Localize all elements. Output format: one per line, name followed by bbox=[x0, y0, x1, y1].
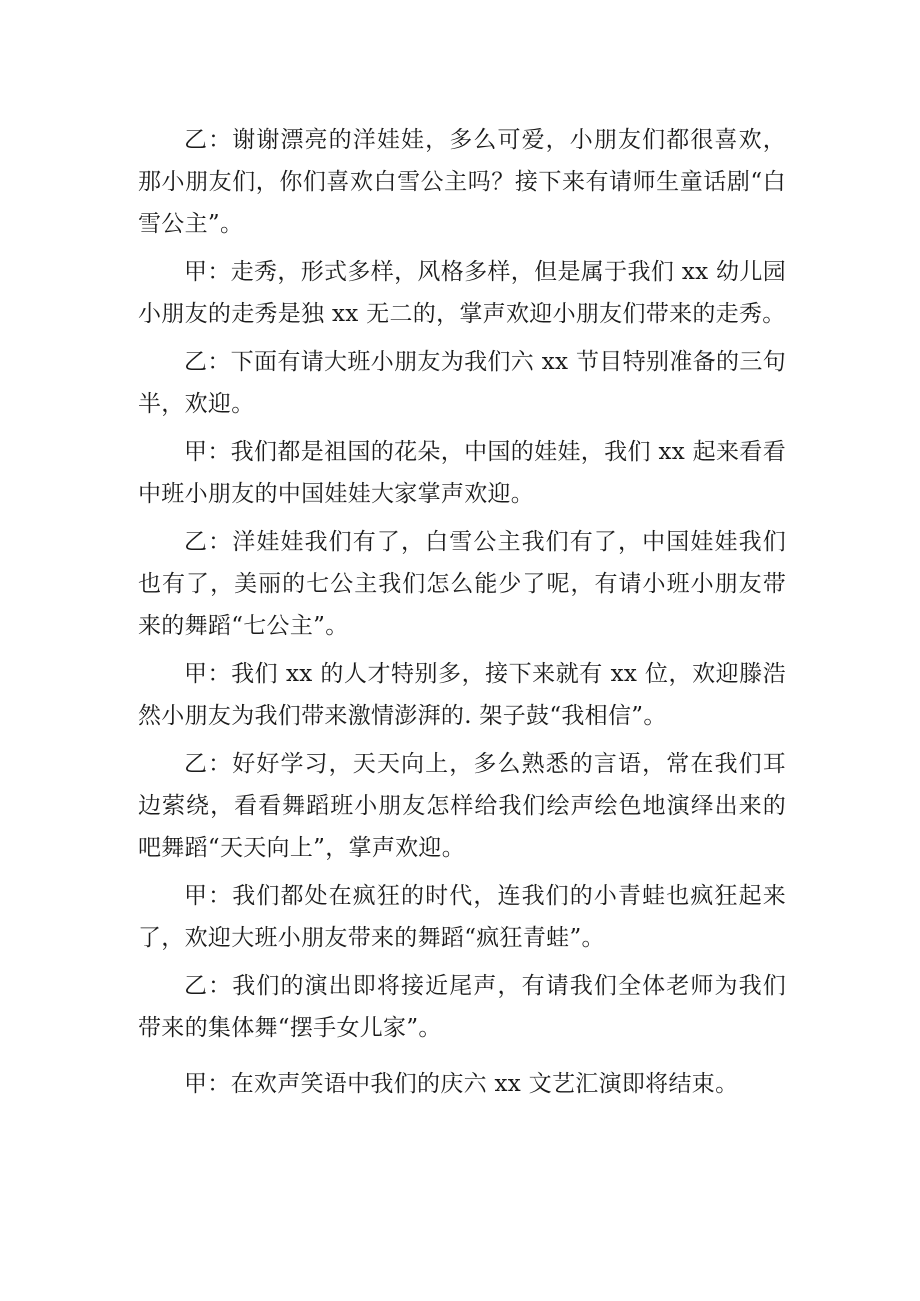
paragraph-1: 乙：谢谢漂亮的洋娃娃，多么可爱，小朋友们都很喜欢，那小朋友们，你们喜欢白雪公主吗？接下来有请师生童话剧“白雪公主”。 bbox=[138, 127, 786, 237]
paragraph-9: 乙：我们的演出即将接近尾声，有请我们全体老师为我们带来的集体舞“摆手女儿家”。 bbox=[138, 973, 786, 1041]
paragraph-5: 乙：洋娃娃我们有了，白雪公主我们有了，中国娃娃我们也有了，美丽的七公主我们怎么能少了呢，有请小班小朋友带来的舞蹈“七公主”。 bbox=[138, 529, 786, 639]
paragraph-7: 乙：好好学习，天天向上，多么熟悉的言语，常在我们耳边萦绕，看看舞蹈班小朋友怎样给我们绘声绘色地演绎出来的吧舞蹈“天天向上”，掌声欢迎。 bbox=[138, 751, 786, 861]
paragraph-4: 甲：我们都是祖国的花朵，中国的娃娃，我们 xx 起来看看中班小朋友的中国娃娃大家掌声欢迎。 bbox=[138, 439, 786, 507]
paragraph-3: 乙：下面有请大班小朋友为我们六 xx 节目特别准备的三句半，欢迎。 bbox=[138, 349, 786, 417]
document-body bbox=[138, 119, 786, 1111]
paragraph-6: 甲：我们 xx 的人才特别多，接下来就有 xx 位，欢迎滕浩然小朋友为我们带来激情澎湃的. 架子鼓“我相信”。 bbox=[138, 661, 786, 729]
paragraph-8: 甲：我们都处在疯狂的时代，连我们的小青蛙也疯狂起来了，欢迎大班小朋友带来的舞蹈“疯狂青蛙”。 bbox=[138, 883, 786, 951]
paragraph-10: 甲：在欢声笑语中我们的庆六 xx 文艺汇演即将结束。 bbox=[184, 1071, 739, 1097]
paragraph-2: 甲：走秀，形式多样，风格多样，但是属于我们 xx 幼儿园小朋友的走秀是独 xx 无二的，掌声欢迎小朋友们带来的走秀。 bbox=[138, 259, 786, 327]
